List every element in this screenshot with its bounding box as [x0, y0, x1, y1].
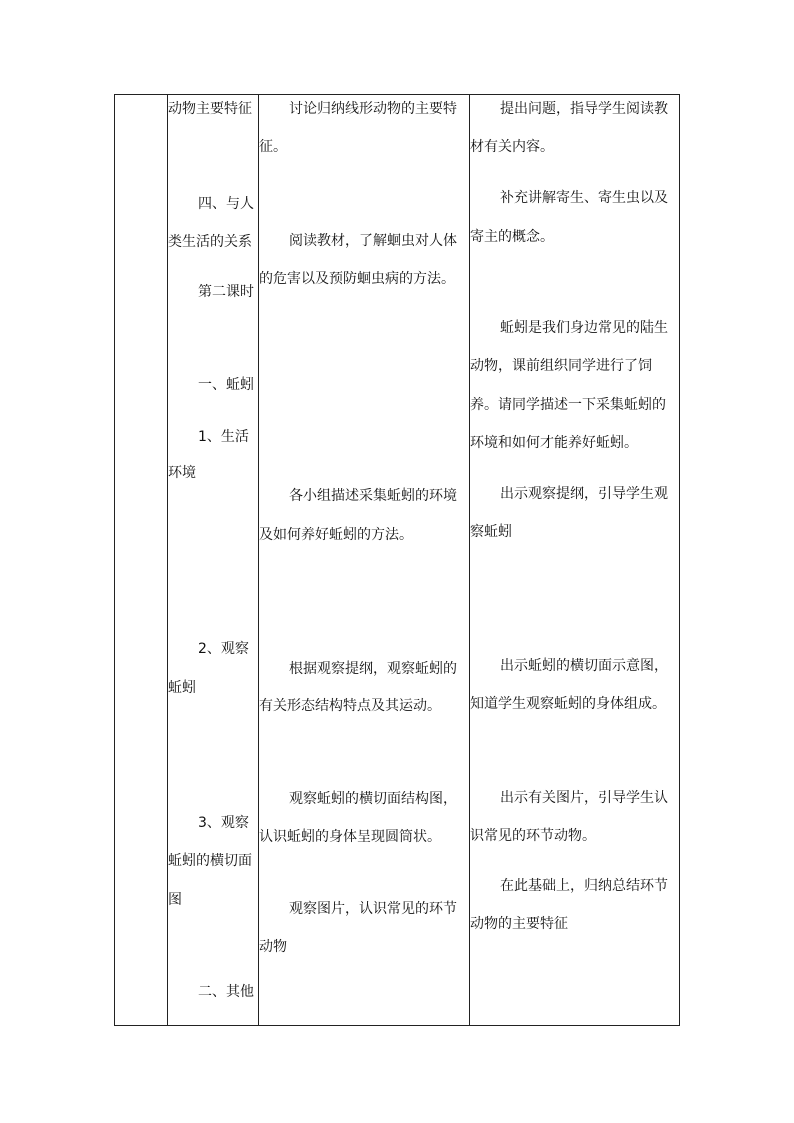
- topic-line: 环境: [168, 465, 196, 481]
- teacher-activity-line: 动物的主要特征: [470, 916, 568, 932]
- teacher-activity-line: 出示有关图片，引导学生认: [500, 790, 668, 806]
- topic-line: 蚯蚓的横切面: [168, 853, 252, 869]
- topic-line: 蚯蚓: [168, 680, 196, 696]
- topic-line: 动物主要特征: [168, 101, 252, 117]
- teacher-activity-line: 养。请同学描述一下采集蚯蚓的: [470, 397, 666, 413]
- lesson-plan-table: [114, 94, 680, 1026]
- teacher-activities-column: [470, 95, 681, 1025]
- topic-column: [168, 95, 259, 1025]
- student-activity-line: 征。: [259, 139, 287, 155]
- topic-line: 3、观察: [198, 815, 249, 831]
- teacher-activity-line: 寄主的概念。: [470, 229, 554, 245]
- student-activity-line: 认识蚯蚓的身体呈现圆筒状。: [259, 829, 441, 845]
- teacher-activity-line: 识常见的环节动物。: [470, 828, 596, 844]
- blank-left-column: [115, 95, 168, 1025]
- teacher-activity-line: 知道学生观察蚯蚓的身体组成。: [470, 696, 666, 712]
- student-activity-line: 有关形态结构特点及其运动。: [259, 698, 441, 714]
- teacher-activity-line: 在此基础上，归纳总结环节: [500, 878, 668, 894]
- student-activity-line: 观察图片，认识常见的环节: [289, 901, 457, 917]
- topic-line: 四、与人: [198, 196, 254, 212]
- teacher-activity-line: 出示观察提纲，引导学生观: [500, 486, 668, 502]
- student-activity-line: 的危害以及预防蛔虫病的方法。: [259, 271, 455, 287]
- student-activity-line: 各小组描述采集蚯蚓的环境: [289, 488, 457, 504]
- teacher-activity-line: 补充讲解寄生、寄生虫以及: [500, 190, 668, 206]
- teacher-activity-line: 材有关内容。: [470, 139, 554, 155]
- topic-line: 2、观察: [198, 641, 249, 657]
- teacher-activity-line: 动物，课前组织同学进行了饲: [470, 358, 652, 374]
- student-activity-line: 阅读教材，了解蛔虫对人体: [289, 233, 457, 249]
- teacher-activity-line: 出示蚯蚓的横切面示意图，: [500, 658, 668, 674]
- student-activity-line: 及如何养好蚯蚓的方法。: [259, 527, 413, 543]
- student-activity-line: 动物: [259, 939, 287, 955]
- topic-line: 一、蚯蚓: [198, 377, 254, 393]
- teacher-activity-line: 察蚯蚓: [470, 524, 512, 540]
- topic-line: 类生活的关系: [168, 234, 252, 250]
- teacher-activity-line: 蚯蚓是我们身边常见的陆生: [500, 320, 668, 336]
- teacher-activity-line: 环境和如何才能养好蚯蚓。: [470, 435, 638, 451]
- student-activity-line: 根据观察提纲，观察蚯蚓的: [289, 661, 457, 677]
- student-activity-line: 讨论归纳线形动物的主要特: [289, 101, 457, 117]
- student-activity-line: 观察蚯蚓的横切面结构图，: [289, 791, 457, 807]
- topic-line: 图: [168, 892, 182, 908]
- teacher-activity-line: 提出问题，指导学生阅读教: [500, 101, 668, 117]
- student-activities-column: [259, 95, 470, 1025]
- topic-line: 二、其他: [198, 984, 254, 1000]
- topic-line: 1、生活: [198, 429, 249, 445]
- topic-line: 第二课时: [198, 284, 254, 300]
